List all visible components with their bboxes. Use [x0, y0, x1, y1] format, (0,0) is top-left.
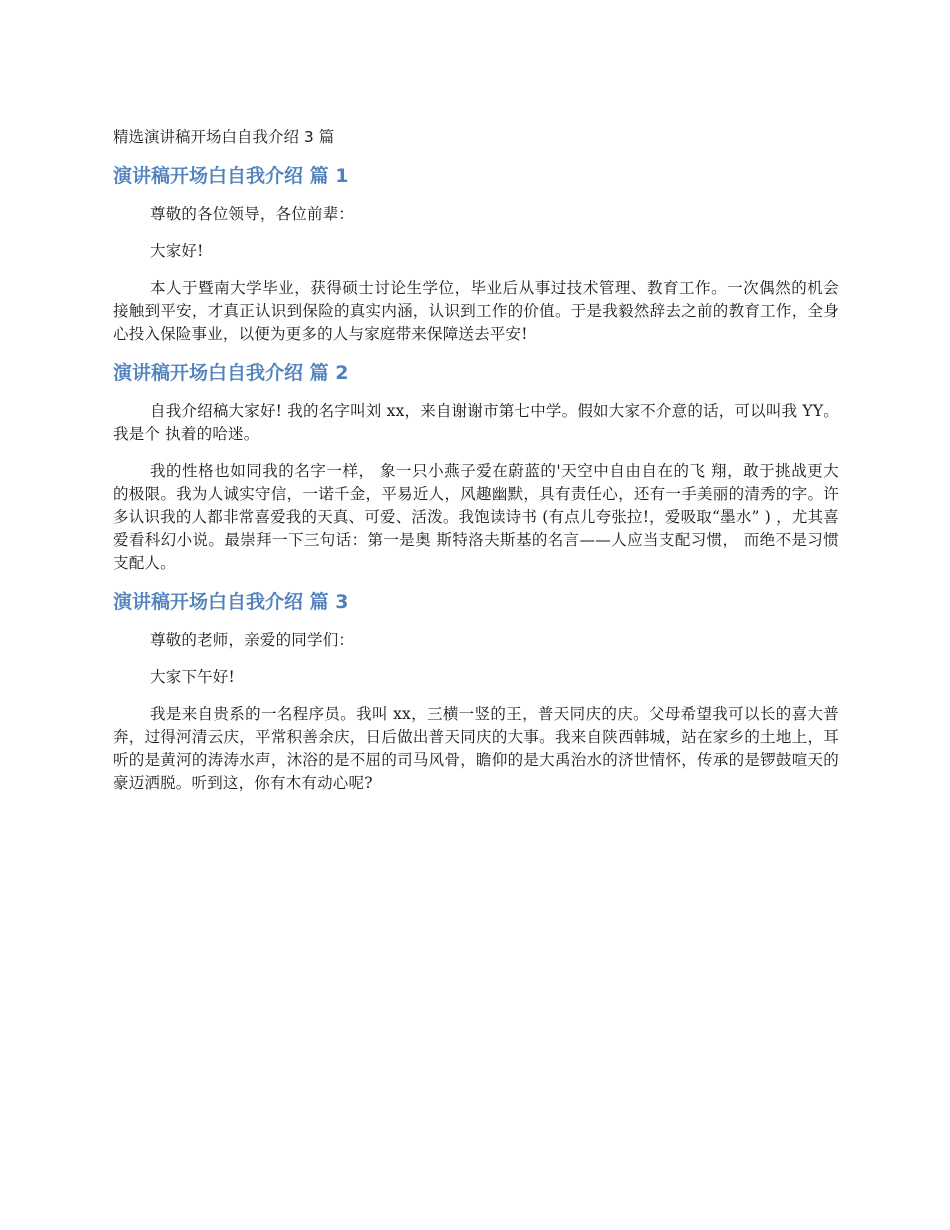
document-body — [113, 126, 839, 809]
section-heading: 演讲稿开场白自我介绍 篇 2 — [113, 362, 349, 384]
section-heading: 演讲稿开场白自我介绍 篇 1 — [113, 165, 349, 187]
paragraph: 自我介绍稿大家好! 我的名字叫刘 xx，来自谢谢市第七中学。假如大家不介意的话，可以叫我 YY。我是个 执着的哈迷。 — [113, 402, 839, 443]
paragraph: 大家好! — [150, 242, 204, 260]
paragraph: 我是来自贵系的一名程序员。我叫 xx，三横一竖的王，普天同庆的庆。父母希望我可以长的喜大普奔，过得河清云庆，平常积善余庆，日后做出普天同庆的大事。我来自陕西韩城，站在家乡的土地上，耳听的是黄河的涛涛水声，沐浴的是不屈的司马风骨，瞻仰的是大禹治水的济世情怀，传承的是锣鼓喧天的豪迈洒脱。听到这，你有木有动心呢? — [113, 705, 839, 792]
section-heading: 演讲稿开场白自我介绍 篇 3 — [113, 591, 349, 613]
paragraph: 尊敬的各位领导，各位前辈： — [150, 205, 355, 223]
document-title: 精选演讲稿开场白自我介绍 3 篇 — [113, 128, 335, 146]
paragraph: 大家下午好! — [150, 668, 235, 686]
section-1 — [113, 163, 839, 346]
section-3 — [113, 589, 839, 795]
paragraph: 尊敬的老师，亲爱的同学们： — [150, 631, 355, 649]
paragraph: 本人于暨南大学毕业，获得硕士讨论生学位，毕业后从事过技术管理、教育工作。一次偶然的机会接触到平安，才真正认识到保险的真实内涵，认识到工作的价值。于是我毅然辞去之前的教育工作，全身心投入保险事业，以便为更多的人与家庭带来保障送去平安! — [113, 279, 839, 343]
paragraph: 我的性格也如同我的名字一样， 象一只小燕子爱在蔚蓝的'天空中自由自在的飞 翔，敢于挑战更大的极限。我为人诚实守信，一诺千金，平易近人，风趣幽默，具有责任心，还有一手美丽的清秀的字。许多认识我的人都非常喜爱我的天真、可爱、活泼。我饱读诗书 (有点儿夸张拉!，爱吸取“墨水” ) ，尤其喜爱看科幻小说。最崇拜一下三句话：第一是奥 斯特洛夫斯基的名言——人应当支配习惯， 而绝不是习惯支配人。 — [113, 462, 839, 572]
section-2 — [113, 360, 839, 575]
